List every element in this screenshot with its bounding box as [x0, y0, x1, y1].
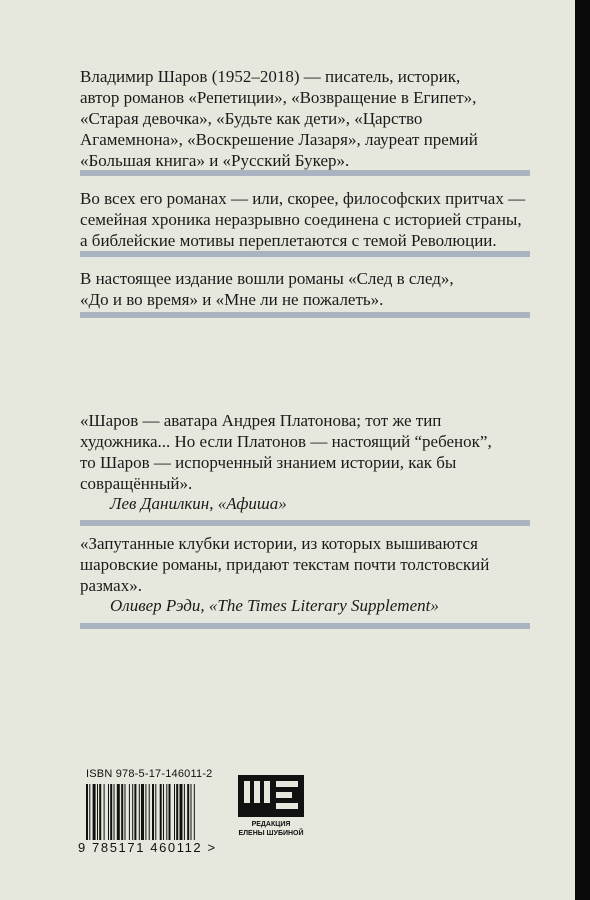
barcode-icon — [86, 784, 228, 840]
edition-contents: В настоящее издание вошли романы «След в след», «До и во время» и «Мне ли не пожалеть». — [80, 269, 454, 309]
divider — [80, 623, 530, 629]
isbn-label: ISBN 978-5-17-146011-2 — [86, 768, 213, 780]
synopsis: Во всех его романах — или, скорее, философских притчах — семейная хроника неразрывно соединена с историей страны, а библейские мотивы переплетаются с темой Революции. — [80, 189, 526, 250]
divider — [80, 170, 530, 176]
quote-text: «Запутанные клубки истории, из которых вышиваются шаровские романы, придают текстам почти толстовский размах». — [80, 534, 490, 595]
divider — [80, 251, 530, 257]
publisher-name: РЕДАКЦИЯ ЕЛЕНЫ ШУБИНОЙ — [238, 821, 304, 837]
divider — [80, 520, 530, 526]
quote-text: «Шаров — аватара Андрея Платонова; тот же тип художника... Но если Платонов — настоящий “ребенок”, то Шаров — испорченный знанием истории, как бы совращённый». — [80, 411, 492, 493]
author-bio: Владимир Шаров (1952–2018) — писатель, историк, автор романов «Репетиции», «Возвращение в Египет», «Старая девочка», «Будьте как дети», «Царство Агамемнона», «Воскрешение Лазаря», лауреат премий «Большая книга» и «Русский Букер». — [80, 67, 478, 170]
quote-author: Лев Данилкин, «Афиша» — [110, 494, 287, 513]
publisher-logo-icon — [238, 775, 304, 817]
quote-author: Оливер Рэди, «The Times Literary Supplement» — [110, 596, 439, 615]
divider — [80, 312, 530, 318]
spine-edge — [575, 0, 590, 900]
barcode-digits: 9 785171 460112 > — [78, 840, 217, 855]
